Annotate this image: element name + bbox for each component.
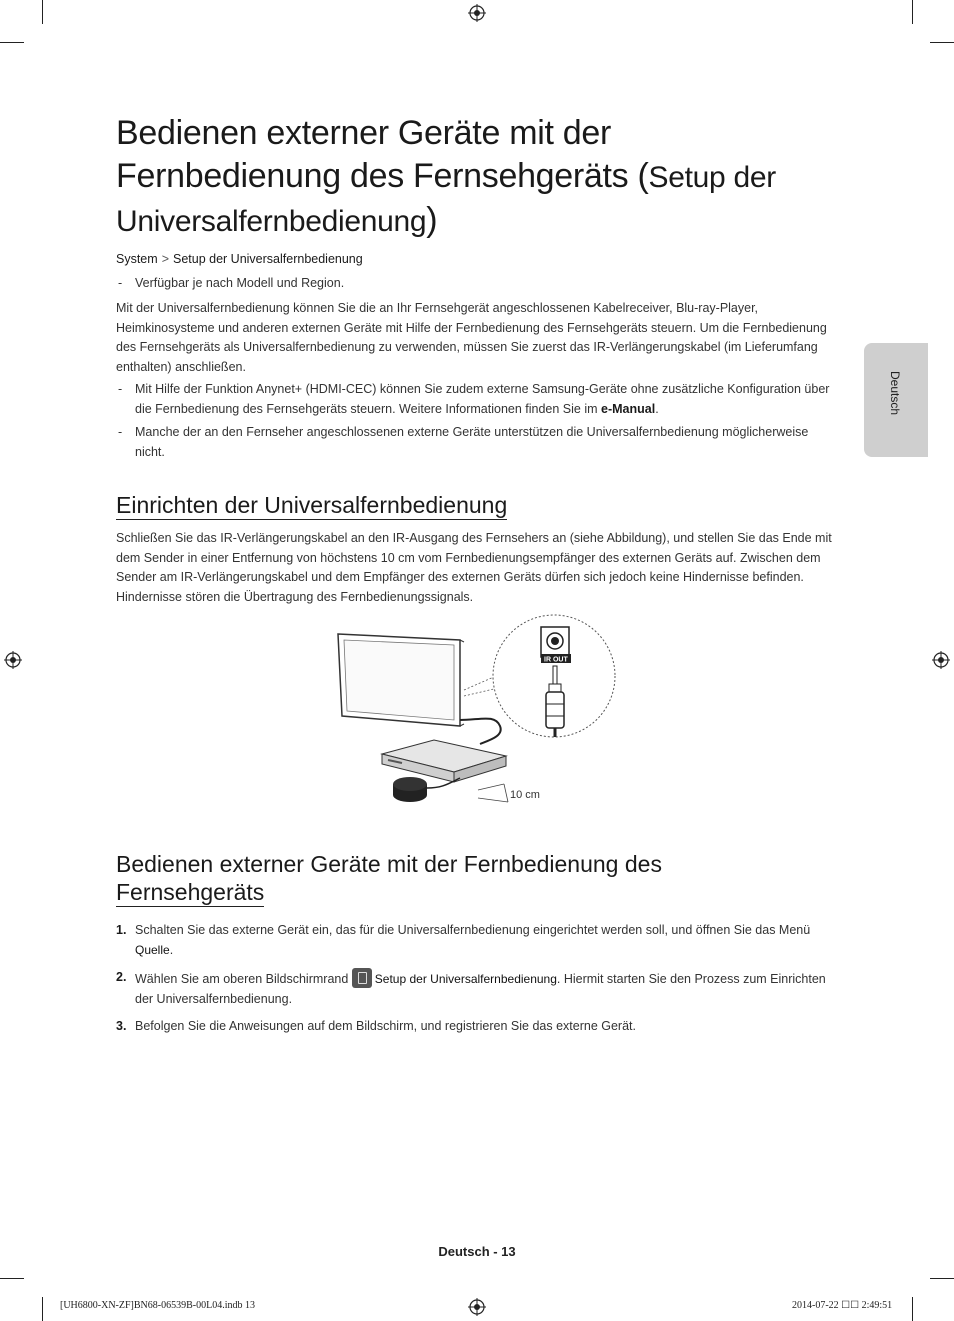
menu-quelle: Quelle xyxy=(135,942,170,957)
language-side-tab xyxy=(864,343,928,457)
section-heading-operate: Bedienen externer Geräte mit der Fernbedienung des Fernsehgeräts xyxy=(116,851,662,905)
ir-cable-illustration xyxy=(330,612,620,812)
setup-paragraph: Schließen Sie das IR-Verlängerungskabel an den IR-Ausgang des Fernsehers an (siehe Abbildung), und stellen Sie das Ende mit dem Sender in einer Entfernung von höchstens 10 cm vom Fernbedienungsempfänger des externen Geräts auf. Zwischen dem Sender am IR-Verlängerungskabel und dem Empfänger des externen Geräts dürfen sich jedoch keine Hindernisse befinden. Hindernisse stören die Übertragung des Fernbedienungssignals. xyxy=(116,531,832,604)
registration-mark-icon xyxy=(932,651,950,669)
e-manual-link: e-Manual xyxy=(601,401,656,416)
crop-mark xyxy=(0,1278,24,1279)
note-anynet xyxy=(118,380,838,419)
print-info-left: [UH6800-XN-ZF]BN68-06539B-00L04.indb 13 xyxy=(60,1300,255,1311)
note-availability xyxy=(118,274,838,294)
universal-remote-setup-icon xyxy=(352,968,372,988)
title-close: ) xyxy=(426,201,438,239)
ir-out-label: IR OUT xyxy=(544,656,568,664)
title-subtitle: Setup der Universalfernbedienung xyxy=(116,161,776,238)
breadcrumb-separator: > xyxy=(161,252,169,266)
breadcrumb xyxy=(116,252,363,266)
side-tab-label: Deutsch xyxy=(888,371,902,416)
crop-mark xyxy=(930,42,954,43)
print-info-right: 2014-07-22 ☐☐ 2:49:51 xyxy=(792,1300,893,1311)
crop-mark xyxy=(42,1297,43,1321)
step-number: 1. xyxy=(116,923,127,937)
page-number: Deutsch - 13 xyxy=(438,1244,516,1259)
section-heading-setup: Einrichten der Universalfernbedienung xyxy=(116,492,508,518)
crop-mark xyxy=(912,1297,913,1321)
crop-mark xyxy=(930,1278,954,1279)
note-dash: - xyxy=(118,382,123,396)
breadcrumb-setup: Setup der Universalfernbedienung xyxy=(173,252,363,266)
note-text: Mit Hilfe der Funktion Anynet+ (HDMI-CEC) können Sie zudem externe Samsung-Geräte ohne zusätzliche Konfiguration über die Fernbedienung des Fernsehgeräts steuern. Weitere Informationen finden Sie im xyxy=(135,382,830,416)
step-2: 2. Wählen Sie am oberen Bildschirmrand Setup der Universalfernbedienung. Hiermit starten Sie den Prozess zum Einrichten der Universalfernbedienung. xyxy=(116,970,826,1006)
crop-mark xyxy=(42,0,43,24)
note-dash: - xyxy=(118,425,123,439)
registration-mark-icon xyxy=(4,651,22,669)
step-3: 3. Befolgen Sie die Anweisungen auf dem Bildschirm, und registrieren Sie das externe Gerät. xyxy=(116,1017,838,1037)
page-title xyxy=(116,112,836,243)
note-support xyxy=(118,423,838,462)
distance-label: 10 cm xyxy=(510,789,540,801)
crop-mark xyxy=(912,0,913,24)
note-text: Verfügbar je nach Modell und Region. xyxy=(135,276,345,290)
note-text: Manche der an den Fernseher angeschlossenen externe Geräte unterstützen die Universalfernbedienung möglicherweise nicht. xyxy=(135,425,809,459)
menu-universal-remote-setup: Setup der Universalfernbedienung xyxy=(374,972,557,986)
note-dash: - xyxy=(118,276,123,290)
step-number: 2. xyxy=(116,970,127,984)
intro-paragraph: Mit der Universalfernbedienung können Sie die an Ihr Fernsehgerät angeschlossenen Kabelreceiver, Blu-ray-Player, Heimkinosysteme und anderen externen Geräte mit Hilfe der Fernbedienung des Fernsehgeräts steuern. Um die Fernbedienung des Fernsehgeräts als Universalfernbedienung zu verwenden, müssen Sie zuerst das IR-Verlängerungskabel (im Lieferumfang enthalten) anschließen. xyxy=(116,301,827,374)
step-number: 3. xyxy=(116,1019,127,1033)
note-suffix: . xyxy=(655,401,659,416)
step-1: 1. Schalten Sie das externe Gerät ein, das für die Universalfernbedienung eingerichtet werden soll, und öffnen Sie das Menü Quelle. xyxy=(116,923,811,957)
crop-mark xyxy=(0,42,24,43)
title-main: Bedienen externer Geräte mit der Fernbedienung des Fernsehgeräts ( xyxy=(116,114,649,195)
registration-mark-icon xyxy=(468,1298,486,1316)
breadcrumb-system: System xyxy=(116,252,158,266)
registration-mark-icon xyxy=(468,4,486,22)
